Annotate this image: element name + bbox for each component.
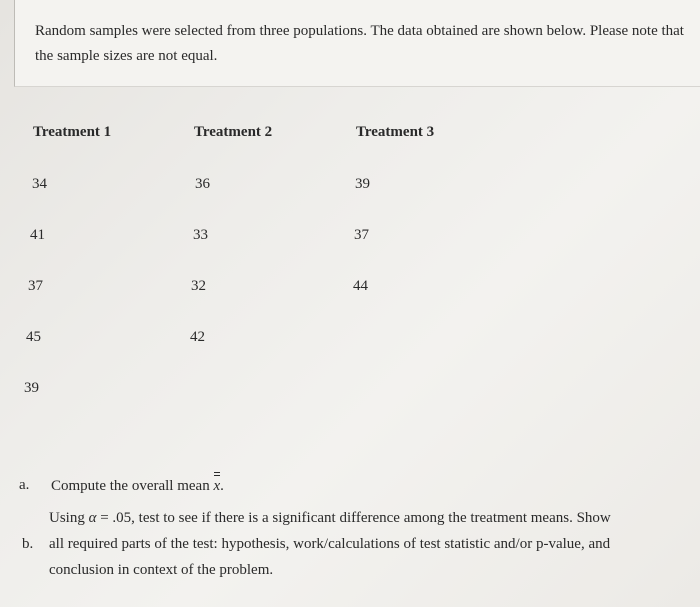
t1-value: 45: [26, 329, 41, 345]
t2-value: 36: [195, 176, 210, 192]
question-a-label: a.: [19, 477, 30, 493]
question-b-line1-rest: = .05, test to see if there is a significant difference among the treatment means. Show: [96, 510, 611, 526]
question-b-label: b.: [22, 536, 34, 552]
question-a-prompt: Compute the overall mean: [51, 478, 210, 494]
t3-value: 44: [353, 278, 368, 294]
t1-value: 37: [28, 278, 43, 294]
header-treatment-1: Treatment 1: [33, 124, 112, 140]
question-b-line3: conclusion in context of the problem.: [49, 562, 274, 578]
t2-value: 42: [190, 329, 205, 345]
alpha-symbol: α: [88, 510, 97, 526]
question-b-using: Using: [49, 510, 85, 526]
question-b-line1: [49, 505, 611, 531]
grand-mean-symbol: x: [213, 471, 220, 499]
t2-value: 33: [193, 227, 208, 243]
t1-value: 34: [32, 176, 47, 192]
question-b-text: [49, 505, 611, 583]
question-a-end: .: [220, 478, 224, 494]
question-a-text: [51, 471, 224, 499]
t1-value: 41: [30, 227, 45, 243]
header-treatment-2: Treatment 2: [194, 124, 273, 140]
t3-value: 39: [355, 176, 370, 192]
t2-value: 32: [191, 278, 206, 294]
question-b-line2: all required parts of the test: hypothesis, work/calculations of test statistic and/or p-value, and: [49, 536, 611, 552]
t3-value: 37: [354, 227, 369, 243]
header-treatment-3: Treatment 3: [356, 124, 435, 140]
intro-text: Random samples were selected from three populations. The data obtained are shown below. Please note that the sample sizes are not equal.: [35, 23, 684, 64]
t1-value: 39: [24, 380, 39, 396]
